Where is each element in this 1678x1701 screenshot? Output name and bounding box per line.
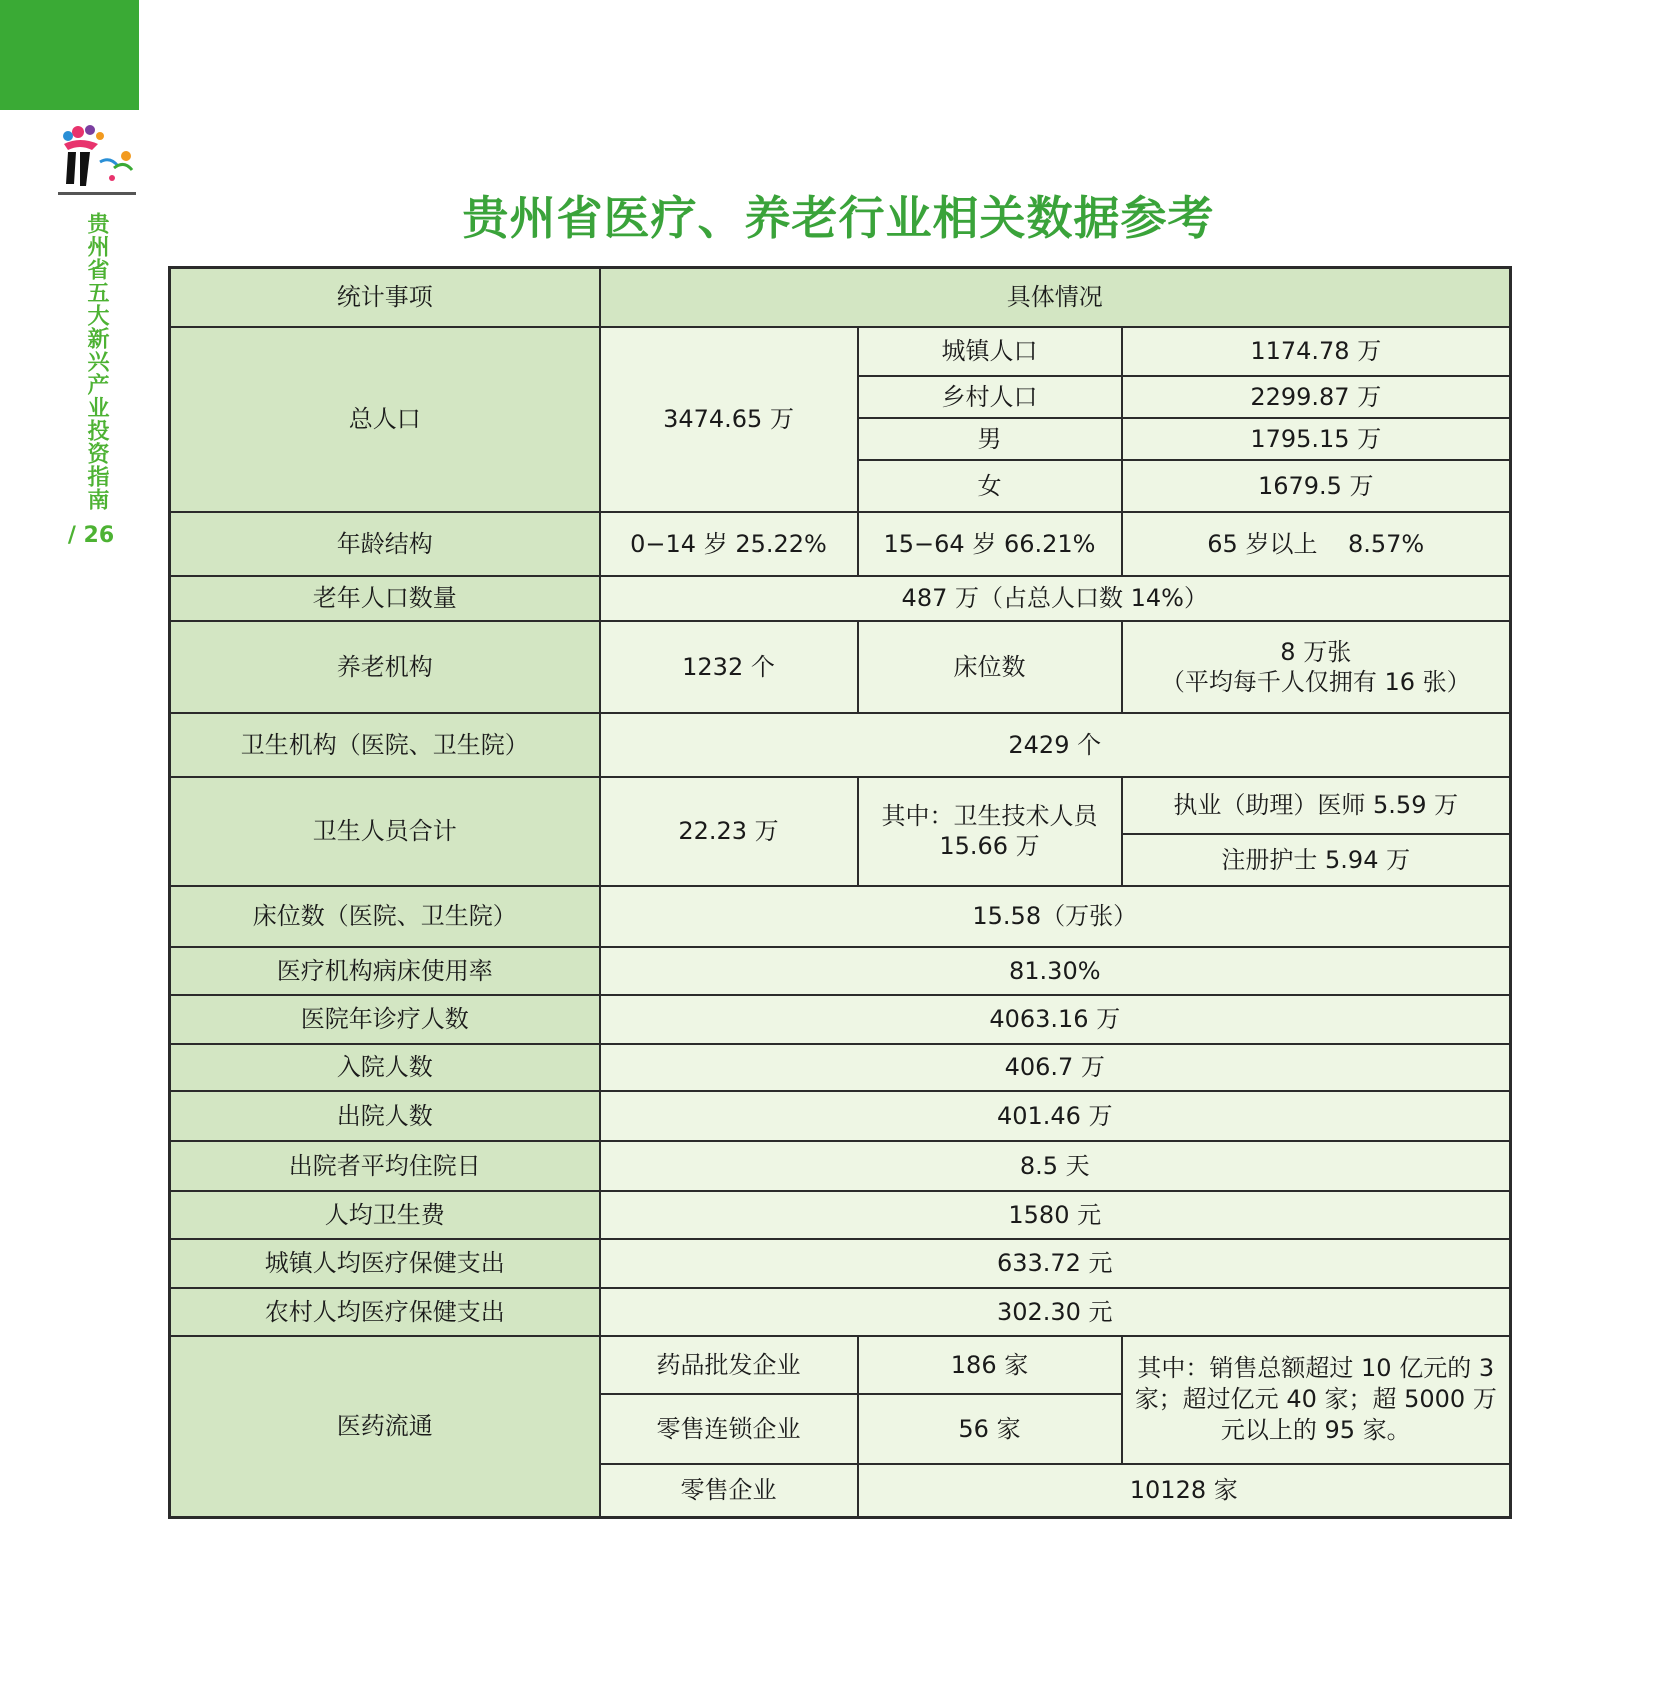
beds-line-1: 8 万张 [1280,637,1352,666]
header-item: 统计事项 [170,268,600,327]
table-row [170,621,1511,713]
table-row [170,1091,1511,1141]
elder-care-label: 养老机构 [170,621,600,713]
elder-care-count: 1232 个 [600,621,858,713]
health-staff-label: 卫生人员合计 [170,777,600,886]
pharma-chain-label: 零售连锁企业 [600,1394,858,1464]
simple-row-value: 302.30 元 [600,1288,1511,1336]
population-sub-name: 女 [858,460,1122,512]
table-row [170,512,1511,576]
simple-row-label: 出院人数 [170,1091,600,1141]
pharma-label: 医药流通 [170,1336,600,1518]
header-detail: 具体情况 [600,268,1511,327]
table-row [170,777,1511,834]
health-staff-total: 22.23 万 [600,777,858,886]
population-sub-value: 1795.15 万 [1122,418,1511,460]
table-row [170,713,1511,777]
pharma-chain-value: 56 家 [858,1394,1122,1464]
pharma-wholesale-value: 186 家 [858,1336,1122,1394]
festival-figures-logo-icon [54,122,140,202]
table-row [170,886,1511,947]
simple-row-label: 人均卫生费 [170,1191,600,1239]
simple-row-label: 床位数（医院、卫生院） [170,886,600,947]
population-label: 总人口 [170,327,600,512]
age-structure-label: 年龄结构 [170,512,600,576]
simple-row-value: 8.5 天 [600,1141,1511,1191]
pharma-wholesale-label: 药品批发企业 [600,1336,858,1394]
table-row [170,576,1511,621]
population-sub-name: 男 [858,418,1122,460]
tech-line-2: 15.66 万 [939,832,1040,860]
elder-care-beds-value [1122,621,1511,713]
age-group-value: 65 岁以上 8.57% [1122,512,1511,576]
health-staff-doctors: 执业（助理）医师 5.59 万 [1122,777,1511,834]
health-institutions-label: 卫生机构（医院、卫生院） [170,713,600,777]
table-header-row [170,268,1511,327]
corner-color-block [0,0,139,110]
page-title: 贵州省医疗、养老行业相关数据参考 [462,191,1215,245]
pharma-retail-value: 10128 家 [858,1464,1511,1518]
simple-row-value: 633.72 元 [600,1239,1511,1288]
health-institutions-value: 2429 个 [600,713,1511,777]
table-row [170,1044,1511,1091]
simple-row-value: 81.30% [600,947,1511,995]
health-staff-tech [858,777,1122,886]
population-sub-name: 城镇人口 [858,327,1122,376]
population-total: 3474.65 万 [600,327,858,512]
simple-row-value: 406.7 万 [600,1044,1511,1091]
elder-care-beds-label: 床位数 [858,621,1122,713]
simple-row-label: 农村人均医疗保健支出 [170,1288,600,1336]
table-row [170,995,1511,1044]
population-sub-value: 1679.5 万 [1122,460,1511,512]
pharma-note: 其中：销售总额超过 10 亿元的 3 家；超过亿元 40 家；超 5000 万元以上的 95 家。 [1122,1336,1511,1464]
simple-row-label: 医院年诊疗人数 [170,995,600,1044]
table-row [170,1239,1511,1288]
population-sub-value: 2299.87 万 [1122,376,1511,418]
beds-line-2: （平均每千人仅拥有 16 张） [1160,667,1471,696]
elderly-label: 老年人口数量 [170,576,600,621]
pharma-retail-label: 零售企业 [600,1464,858,1518]
simple-row-value: 15.58（万张） [600,886,1511,947]
simple-row-label: 出院者平均住院日 [170,1141,600,1191]
age-group-value: 15−64 岁 66.21% [858,512,1122,576]
table-row [170,1191,1511,1239]
table-row [170,1336,1511,1394]
table-row [170,1141,1511,1191]
simple-row-value: 1580 元 [600,1191,1511,1239]
simple-row-value: 4063.16 万 [600,995,1511,1044]
tech-line-1: 其中：卫生技术人员 [881,802,1098,830]
page-number: / 26 [67,523,115,548]
population-sub-value: 1174.78 万 [1122,327,1511,376]
table-row [170,327,1511,376]
simple-row-label: 城镇人均医疗保健支出 [170,1239,600,1288]
data-table [168,266,1512,1519]
elderly-value: 487 万（占总人口数 14%） [600,576,1511,621]
population-sub-name: 乡村人口 [858,376,1122,418]
health-staff-nurses: 注册护士 5.94 万 [1122,834,1511,886]
simple-row-label: 医疗机构病床使用率 [170,947,600,995]
side-vertical-title: 贵州省五大新兴产业投资指南 [84,212,109,511]
age-group-value: 0−14 岁 25.22% [600,512,858,576]
simple-row-value: 401.46 万 [600,1091,1511,1141]
simple-row-label: 入院人数 [170,1044,600,1091]
table-row [170,1288,1511,1336]
table-row [170,947,1511,995]
